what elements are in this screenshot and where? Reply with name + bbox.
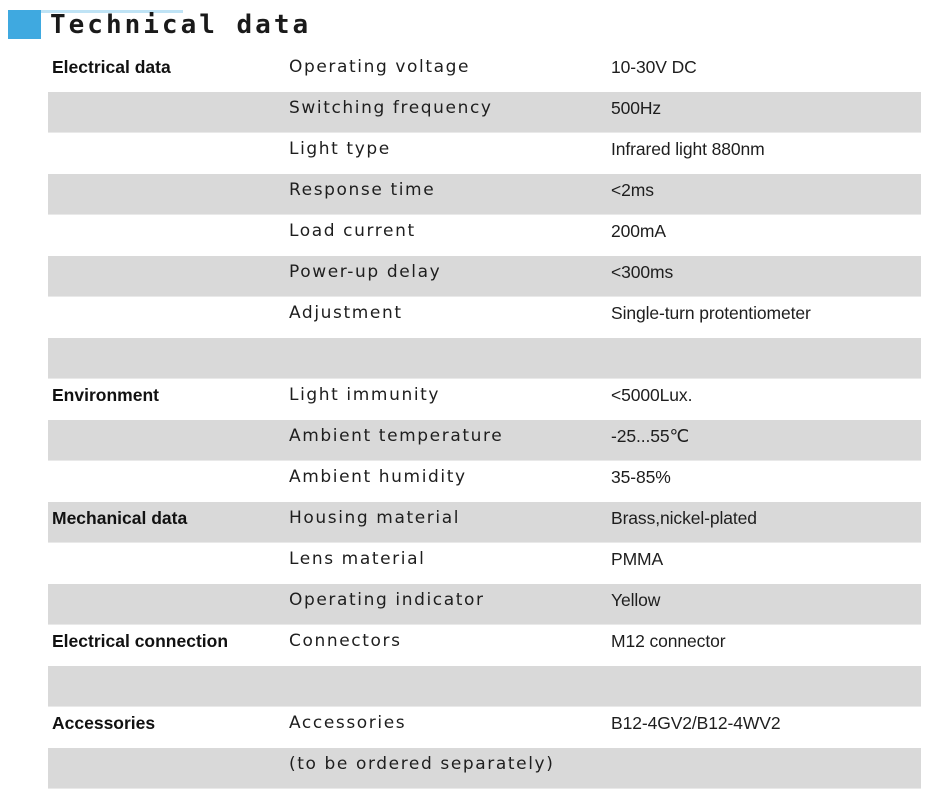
table-row (48, 379, 921, 420)
parameter-label: Ambient temperature (289, 426, 504, 446)
table-row (48, 707, 921, 748)
section-title: Technical data (50, 10, 312, 40)
parameter-value: -25...55℃ (611, 426, 690, 446)
parameter-label: Housing material (289, 508, 461, 528)
parameter-value: B12-4GV2/B12-4WV2 (611, 713, 781, 733)
category-label: Mechanical data (52, 508, 188, 528)
parameter-value: 35-85% (611, 467, 671, 487)
parameter-value: 200mA (611, 221, 666, 241)
table-row (48, 748, 921, 789)
category-label: Environment (52, 385, 159, 405)
parameter-value: PMMA (611, 549, 664, 569)
table-row (48, 174, 921, 215)
parameter-label: Accessories (289, 713, 407, 733)
parameter-value: Infrared light 880nm (611, 139, 765, 159)
table-row (48, 461, 921, 502)
table-row (48, 133, 921, 174)
section-header (0, 0, 931, 42)
parameter-label: Response time (289, 180, 436, 200)
parameter-label: Operating indicator (289, 590, 485, 610)
parameter-label: Ambient humidity (289, 467, 467, 487)
parameter-value: M12 connector (611, 631, 726, 651)
parameter-label: (to be ordered separately) (289, 754, 555, 774)
parameter-value: Single-turn protentiometer (611, 303, 811, 323)
parameter-value: 10-30V DC (611, 57, 697, 77)
parameter-value: Yellow (611, 590, 661, 610)
table-row (48, 666, 921, 707)
table-row (48, 256, 921, 297)
table-row (48, 584, 921, 625)
category-label: Electrical connection (52, 631, 229, 651)
parameter-label: Lens material (289, 549, 426, 569)
parameter-label: Load current (289, 221, 416, 241)
table-row (48, 215, 921, 256)
table-row (48, 51, 921, 92)
parameter-value: <2ms (611, 180, 654, 200)
category-label: Electrical data (52, 57, 171, 77)
parameter-label: Connectors (289, 631, 402, 651)
parameter-value: <5000Lux. (611, 385, 693, 405)
parameter-label: Power-up delay (289, 262, 442, 282)
parameter-value: 500Hz (611, 98, 662, 118)
table-row (48, 625, 921, 666)
table-row (48, 502, 921, 543)
category-label: Accessories (52, 713, 156, 733)
parameter-label: Light type (289, 139, 391, 159)
parameter-label: Operating voltage (289, 57, 471, 77)
table-row (48, 543, 921, 584)
parameter-value: <300ms (611, 262, 674, 282)
parameter-label: Adjustment (289, 303, 403, 323)
header-accent-block (8, 10, 41, 39)
table-row (48, 297, 921, 338)
parameter-label: Switching frequency (289, 98, 493, 118)
table-row (48, 420, 921, 461)
table-row (48, 92, 921, 133)
parameter-value: Brass,nickel-plated (611, 508, 757, 528)
parameter-label: Light immunity (289, 385, 441, 405)
table-row (48, 338, 921, 379)
technical-data-table (48, 51, 921, 789)
